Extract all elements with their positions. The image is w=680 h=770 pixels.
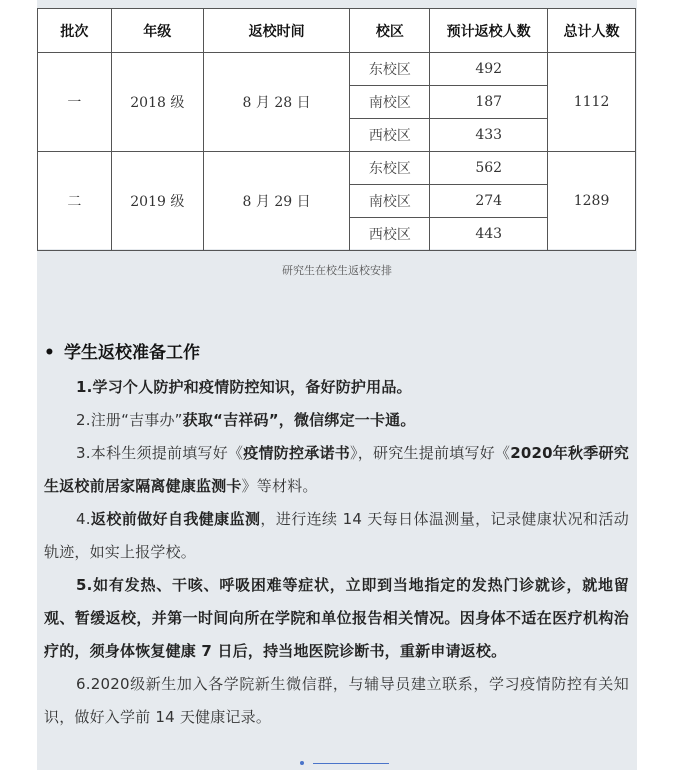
bold-text: 疫情防控承诺书 bbox=[243, 444, 350, 462]
preparation-item bbox=[44, 668, 629, 734]
bold-text: 5.如有发热、干咳、呼吸困难等症状，立即到当地指定的发热门诊就诊，就地留观、暂缓返校，并第一时间向所在学院和单位报告相关情况。因身体不适在医疗机构治疗的，须身体恢复健康 7 日后，持当地医院诊断书，重新申请返校。 bbox=[44, 576, 629, 660]
schedule-table bbox=[37, 8, 636, 251]
section-title: 学生返校准备工作 bbox=[64, 343, 200, 363]
total-cell: 1289 bbox=[548, 152, 636, 251]
batch-cell: 一 bbox=[38, 53, 112, 152]
preparation-list bbox=[44, 371, 629, 734]
count-cell: 433 bbox=[430, 119, 548, 152]
text: 》等材料。 bbox=[241, 477, 318, 495]
total-cell: 1112 bbox=[548, 53, 636, 152]
campus-cell: 西校区 bbox=[350, 119, 430, 152]
count-cell: 443 bbox=[430, 218, 548, 251]
schedule-table-image bbox=[37, 8, 636, 249]
indicator-dot[interactable] bbox=[300, 761, 304, 765]
preparation-item bbox=[44, 404, 629, 437]
campus-cell: 南校区 bbox=[350, 185, 430, 218]
bold-text: 返校前做好自我健康监测 bbox=[90, 510, 261, 528]
bullet-icon: • bbox=[44, 343, 55, 363]
campus-cell: 南校区 bbox=[350, 86, 430, 119]
indicator-line[interactable] bbox=[313, 763, 389, 764]
section-heading bbox=[44, 335, 629, 371]
text: 6.2020级新生加入各学院新生微信群，与辅导员建立联系，学习疫情防控有关知识，做好入学前 14 天健康记录。 bbox=[44, 675, 629, 726]
bold-text: 2020年秋季研究生返校前居家隔离健康监测卡 bbox=[44, 444, 629, 495]
grade-cell: 2019 级 bbox=[111, 152, 203, 251]
bold-text: 获取“吉祥码”，微信绑定一卡通。 bbox=[182, 411, 416, 429]
header-grade: 年级 bbox=[111, 9, 203, 53]
preparation-item bbox=[44, 569, 629, 668]
text: 4. bbox=[76, 510, 91, 528]
bold-text: 1.学习个人防护和疫情防控知识，备好防护用品。 bbox=[76, 378, 412, 396]
header-total: 总计人数 bbox=[548, 9, 636, 53]
campus-cell: 东校区 bbox=[350, 53, 430, 86]
text: ，进行连续 14 天每日体温测量，记录健康状况和活动轨迹，如实上报学校。 bbox=[44, 510, 629, 561]
count-cell: 562 bbox=[430, 152, 548, 185]
preparation-item bbox=[44, 371, 629, 404]
text: 3.本科生须提前填写好《 bbox=[76, 444, 244, 462]
date-cell: 8 月 29 日 bbox=[203, 152, 350, 251]
count-cell: 187 bbox=[430, 86, 548, 119]
grade-cell: 2018 级 bbox=[111, 53, 203, 152]
preparation-item bbox=[44, 503, 629, 569]
header-campus: 校区 bbox=[350, 9, 430, 53]
date-cell: 8 月 28 日 bbox=[203, 53, 350, 152]
campus-cell: 西校区 bbox=[350, 218, 430, 251]
batch-cell: 二 bbox=[38, 152, 112, 251]
campus-cell: 东校区 bbox=[350, 152, 430, 185]
text: 2.注册“吉事办” bbox=[76, 411, 183, 429]
table-row bbox=[38, 53, 636, 86]
preparation-item bbox=[44, 437, 629, 503]
table-row bbox=[38, 152, 636, 185]
text: 》，研究生提前填写好《 bbox=[349, 444, 511, 462]
header-return-date: 返校时间 bbox=[203, 9, 350, 53]
header-batch: 批次 bbox=[38, 9, 112, 53]
count-cell: 274 bbox=[430, 185, 548, 218]
count-cell: 492 bbox=[430, 53, 548, 86]
header-expected-count: 预计返校人数 bbox=[430, 9, 548, 53]
table-caption: 研究生在校生返校安排 bbox=[282, 264, 392, 277]
article-content bbox=[44, 335, 629, 734]
carousel-indicator[interactable] bbox=[300, 758, 390, 768]
